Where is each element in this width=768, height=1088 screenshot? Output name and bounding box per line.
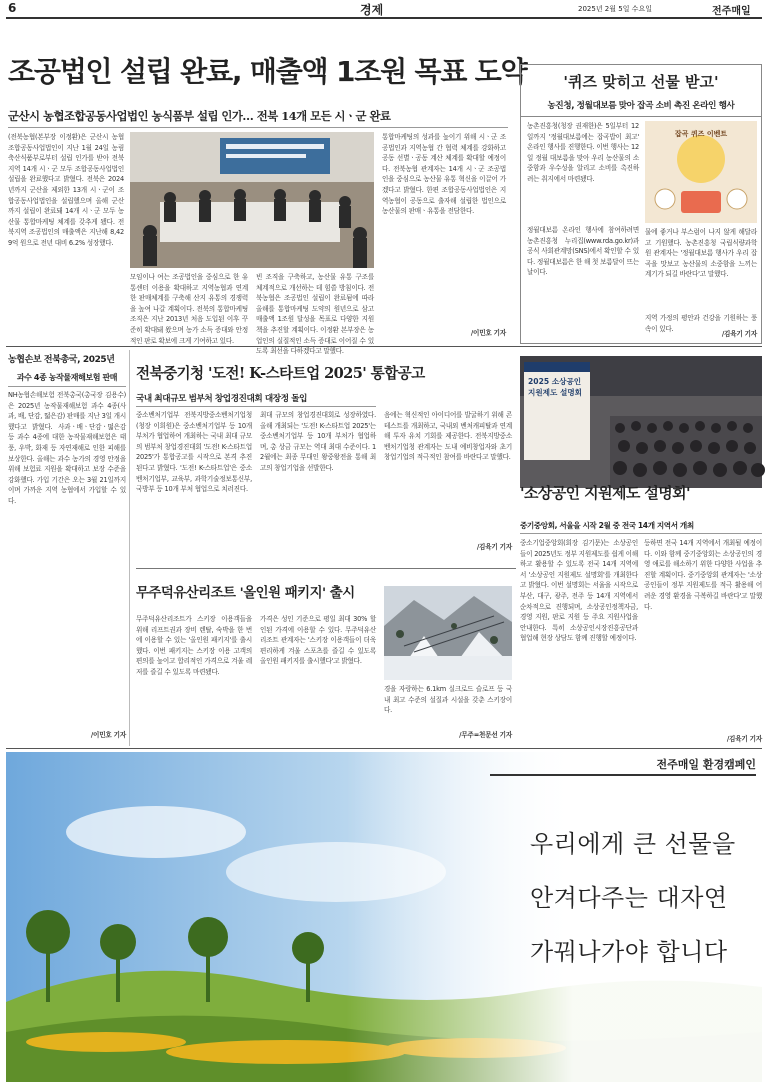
quiz-subhead: 농진청, 정월대보름 맞아 잡곡 소비 촉진 온라인 행사 xyxy=(547,101,735,111)
quiz-byline: /김육기 기자 xyxy=(721,330,757,338)
paper-name: 전주매일 xyxy=(712,6,751,17)
column-divider xyxy=(129,350,130,746)
startup-byline: /김육기 기자 xyxy=(476,543,512,551)
quiz-column-1: 농촌진흥청(청장 권재한)은 5일부터 12일까지 '정월대보름에는 잡곡밥이 최고' 온라인 행사를 진행한다. 이번 행사는 12일 정월 대보름을 맞아 우리 농산물의 소중함과 우수성을 알리고 소비를 촉진하려는 취지에서 마련됐다. xyxy=(527,122,639,183)
smallbiz-column-2: 등하면 전국 14개 지역에서 개최될 예정이다. 이와 함께 중기중앙회는 소상공인의 경영 애로를 해소하기 위한 다양한 사업을 추진할 계획이다. 중기중앙회 관계자는 '소상공인들이 정부 지원제도를 적극 활용해 어려운 경영 환경을 극복하길 바란다'고 말했다. xyxy=(644,539,762,611)
lead-subhead: 군산시 농협조합공동사업법인 농식품부 설립 인가… 전북 14개 모든 시ㆍ군 완료 xyxy=(8,109,391,123)
startup-title: 전북중기청 '도전! K-스타트업 2025' 통합공고 xyxy=(136,365,425,382)
lead-column-4: 통합마케팅의 성과를 높이기 위해 시ㆍ군 조공법인과 지역농협 간 협력 체계를 강화하고 공동 선별ㆍ공동 계산 체계를 확대할 예정이다. 전북농협 관계자는 14개 시ㆍ군 조공법인을 중심으로 농산물 유통 혁신을 이끌어 가겠다고 밝혔다. 한편 조합공동사업법인은 지역농협이 공동으로 출자해 설립한 법인으로 농산물의 판매ㆍ유통을 전담한다. xyxy=(382,133,506,216)
quiz-title-rule xyxy=(521,116,761,117)
smallbiz-byline: /김육기 기자 xyxy=(726,735,762,743)
lead-headline: 조공법인 설립 완료, 매출액 1조원 목표 도약 xyxy=(8,55,527,88)
campaign-ad xyxy=(6,752,762,1082)
quiz-banner-image xyxy=(645,121,757,223)
quiz-box xyxy=(520,64,762,344)
section-rule-1 xyxy=(6,346,762,347)
lead-column-2: 모임이나 여는 조공법인을 중심으로 한 유통센터 이용을 확대하고 지역농협과 연계한 판매체계를 구축해 산지 유통의 경쟁력을 높여 나갈 계획이다. 전북의 통합마케팅 조직은 지난 2013년 처음 도입된 이후 꾸준히 확대돼 왔으며 농가 소득 증대와 안정적인 판로 확보에 크게 기여하고 있다. xyxy=(130,273,248,345)
quiz-title: '퀴즈 맞히고 선물 받고' xyxy=(563,73,719,91)
smallbiz-subhead: 중기중앙회, 서울을 시작 2월 중 전국 14개 지역서 개최 xyxy=(520,521,694,530)
section-rule-2 xyxy=(6,748,762,749)
startup-subhead: 국내 최대규모 범부처 창업경진대회 대장정 돌입 xyxy=(136,394,307,404)
issue-date: 2025년 2월 5일 수요일 xyxy=(578,5,652,13)
insurance-text: NH농협손해보험 전북총국(총국장 김용수)은 2025년 농작물재해보험 과수 4종(사과, 배, 단감, 떫은감) 판매를 지난 3일 개시했다고 밝혔다. 사과ㆍ배ㆍ단감ㆍ떫은감 등 과수 4종에 대한 농작물재해보험은 태풍, 우박, 화재 등 자연재해로 인한 피해를 보상한다. 올해는 과수 농가의 경영 안정을 위해 보험료 지원을 확대하고 보장 수준을 강화했다. 가입 기간은 오는 3월 21일까지이며 가까운 지역 농협에서 가입할 수 있다. xyxy=(8,391,126,505)
startup-subhead-rule xyxy=(136,406,376,407)
muju-column-2: 가격은 성인 기준으로 평일 최대 30% 할인된 가격에 이용할 수 있다. 무주덕유산리조트 관계자는 '스키장 이용객들이 더욱 편리하게 겨울 스포츠를 즐길 수 있도록 올인원 패키지를 출시했다'고 밝혔다. xyxy=(260,615,376,666)
section-name: 경제 xyxy=(360,3,384,17)
page-number: 6 xyxy=(8,1,17,15)
lead-subhead-rule xyxy=(8,127,508,128)
page-header xyxy=(0,0,768,16)
smallbiz-column-1: 중소기업중앙회(회장 김기문)는 소상공인들이 2025년도 정부 지원제도를 쉽게 이해하고 활용할 수 있도록 전국 14개 지역에서 '소상공인 지원제도 설명회'를 개최한다고 밝혔다. 이번 설명회는 서울을 시작으로 부산, 대구, 광주, 전주 등 14개 지역에서 순차적으로 진행되며, 소상공인정책자금, 경영 지원, 판로 지원 등 주요 지원사업을 안내한다. 특히 소상공인시장진흥공단과 협업해 현장 상담도 함께 진행할 예정이다. xyxy=(520,539,639,643)
startup-column-2: 최대 규모의 창업경진대회로 성장하였다. 올해 개최되는 '도전! K-스타트업 2025'는 중소벤처기업부 등 10개 부처가 협업하며, 총 상금 규모는 역대 최대 수준이다. 12월에는 최종 무대인 왕중왕전을 통해 최고의 창업기업을 선발한다. xyxy=(260,411,376,472)
quiz-banner-text: 잡곡 퀴즈 이벤트 xyxy=(674,130,728,138)
lead-byline: /이민호 기자 xyxy=(470,329,506,337)
smallbiz-banner-text: 2025 소상공인 지원제도 설명회 xyxy=(528,377,582,397)
quiz-column-2: 물에 좋거나 부스럼이 나지 않게 해달라고 기원했다. 농촌진흥청 국립식량과학원 관계자는 '정월대보름 행사가 우리 잡곡을 맛보고 농산물의 소중함을 느끼는 계기가 되길 바란다'고 말했다. xyxy=(645,228,757,279)
muju-column-1: 무주덕유산리조트가 스키장 이용객들을 위해 리프트권과 장비 렌탈, 숙박을 한 번에 이용할 수 있는 '올인원 패키지'를 출시했다. 이번 패키지는 스키장 이용 고객의 편의를 높이고 합리적인 가격으로 겨울 레저를 즐길 수 있도록 마련됐다. xyxy=(136,615,252,676)
lead-column-4-wrap xyxy=(382,132,506,344)
header-rule xyxy=(6,17,762,19)
smallbiz-photo xyxy=(520,356,762,488)
muju-title: 무주덕유산리조트 '올인원 패키지' 출시 xyxy=(136,585,355,601)
campaign-line-1: 우리에게 큰 선물을 xyxy=(530,830,736,858)
smallbiz-column-2-wrap xyxy=(644,538,762,748)
lead-column-3: 빈 조직을 구축하고, 농산물 유통 구조를 체계적으로 개선하는 데 힘쓸 방침이다. 전북농협은 조공법인 설립이 완료됨에 따라 올해를 통합마케팅 도약의 원년으로 삼고 매출액 1조원 달성을 목표로 다양한 지원책을 추진할 계획이다. 이정환 본부장은 농업인의 실질적인 소득 증대로 이어질 수 있도록 최선을 다하겠다고 말했다. xyxy=(256,273,374,356)
campaign-line-2: 안겨다주는 대자연 xyxy=(530,884,728,912)
startup-column-3-wrap xyxy=(384,410,512,560)
campaign-landscape xyxy=(6,752,762,1082)
quiz-column-1b: 정월대보름 온라인 행사에 참여하려면 농촌진흥청 누리집(www.rda.go.kr)과 공식 사회관계망(SNS)에서 확인할 수 있다. 정월대보름은 한 해 첫 보름달이 뜨는 날이다. xyxy=(527,226,639,277)
muju-column-3: 경을 자랑하는 6.1km 실크로드 슬로프 등 국내 최고 수준의 설질과 시설을 갖춘 스키장이다. xyxy=(384,685,512,715)
insurance-subhead: 과수 4종 농작물재해보험 판매 xyxy=(16,373,118,382)
muju-byline: /무주=천문선 기자 xyxy=(459,731,512,739)
smallbiz-subhead-rule xyxy=(520,533,762,534)
lead-photo xyxy=(130,132,374,268)
insurance-subhead-rule xyxy=(8,386,126,387)
campaign-title: 전주매일 환경캠페인 xyxy=(656,758,756,771)
lead-column-1: (전북농협(본부장 이정환)은 군산시 농협조합공동사업법인이 지난 1월 24일 농림축산식품부로부터 설립 인가를 받아 전북지역 14개 시ㆍ군 모두 조합공동사업법인 설립을 완료했다고 밝혔다. 전북은 2024년까지 군산을 제외한 13개 시ㆍ군이 조합공동사업법인을 설립했으며 올해 군산까지 설립이 완료돼 14개 시ㆍ군 모두 농산물 통합마케팅 체계를 갖추게 됐다. 전북지역 조공법인의 매출액은 지난해 8,429억 원으로 전년 대비 6.2% 성장했다. xyxy=(8,133,124,247)
startup-bottom-rule xyxy=(136,568,516,569)
startup-column-1: 중소벤처기업부 전북지방중소벤처기업청(청장 이희원)은 중소벤처기업부 등 10개 부처가 협업하여 개최하는 국내 최대 규모의 범부처 창업경진대회 '도전! K-스타트업 2025'가 통합공고를 시작으로 본격 추진된다고 밝혔다. '도전! K-스타트업'은 중소벤처기업부, 교육부, 과학기술정보통신부, 국방부 등 10개 부처 협업으로 치러진다. xyxy=(136,411,252,494)
campaign-line-3: 가꿔나가야 합니다 xyxy=(530,938,728,966)
startup-column-3: 음에는 혁신적인 아이디어를 발굴하기 위해 콘테스트를 개최하고, 국내외 벤처캐피탈과 연계해 투자 유치 기회를 제공한다. 전북지방중소벤처기업청 관계자는 도내 예비창업자와 초기 창업기업의 적극적인 참여를 바란다고 말했다. xyxy=(384,411,512,462)
campaign-title-rule xyxy=(490,774,756,776)
quiz-column-2b: 지역 가정의 평안과 건강을 기원하는 풍속이 있다. xyxy=(645,314,757,333)
smallbiz-title: '소상공인 지원제도 설명회' xyxy=(520,484,691,502)
insurance-byline: /이민호 기자 xyxy=(90,731,126,739)
insurance-title: 농협손보 전북총국, 2025년 xyxy=(8,355,115,365)
muju-photo xyxy=(384,586,512,680)
